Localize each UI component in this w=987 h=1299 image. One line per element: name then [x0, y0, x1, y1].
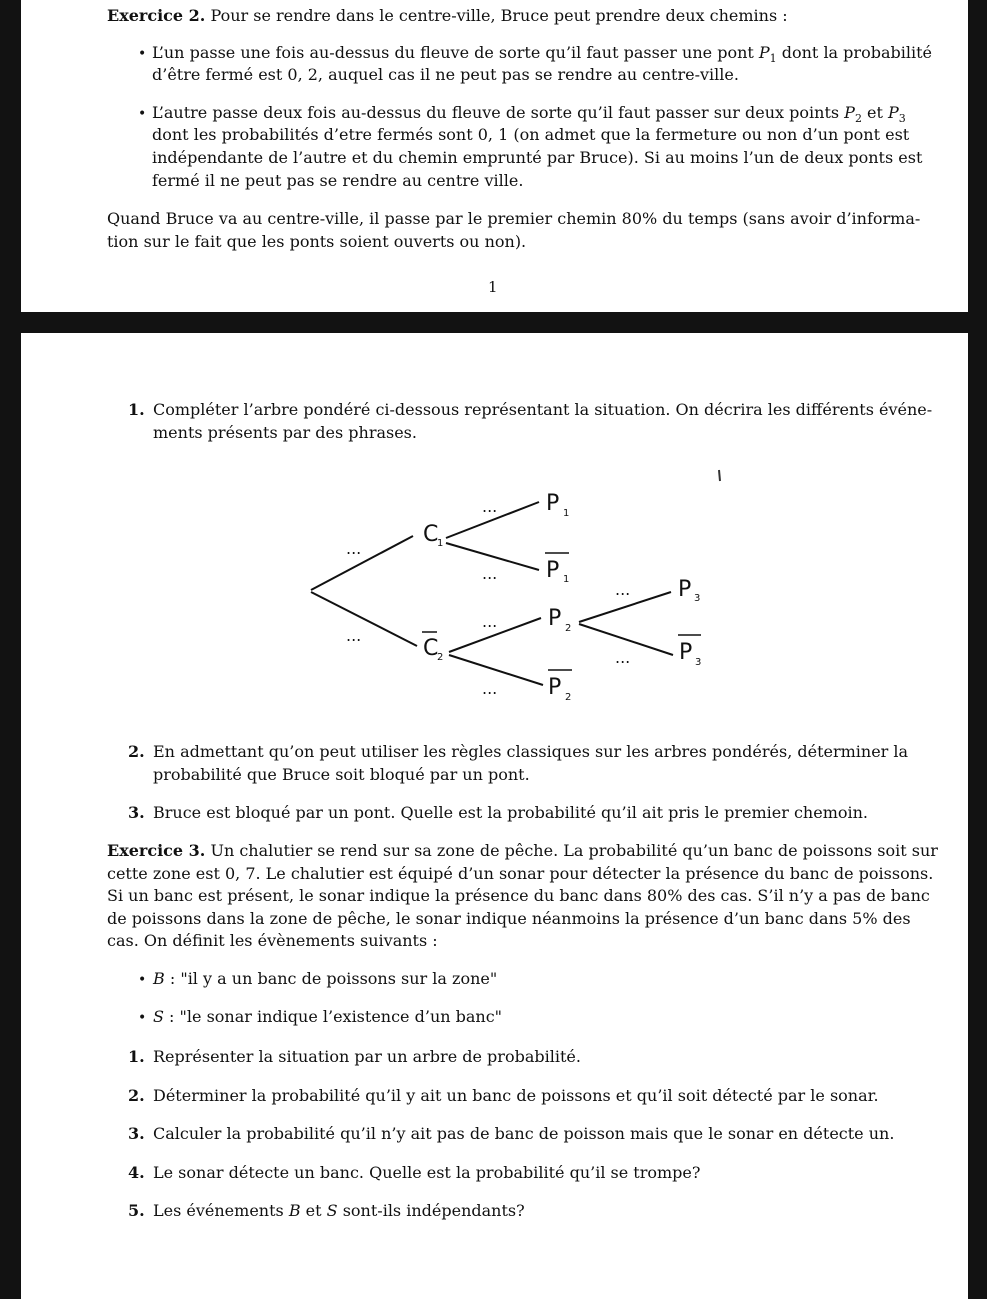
- node-p3bar-sub: 3: [695, 657, 702, 668]
- node-p2-sub: 2: [565, 623, 572, 634]
- ex3-question-4-number: 4.: [128, 1163, 145, 1182]
- node-c2bar: C: [423, 636, 439, 661]
- weight-p2-p3bar: ...: [615, 648, 631, 667]
- ex3-question-3: Calculer la probabilité qu’il n’y ait pas de banc de poisson mais que le sonar en détecte un.: [153, 1124, 895, 1143]
- exercise-3-text-1: Un chalutier se rend sur sa zone de pêche. La probabilité qu’un banc de poissons soit sur: [210, 841, 938, 860]
- ex3-question-2-number: 2.: [128, 1086, 145, 1105]
- question-2-line-2: probabilité que Bruce soit bloqué par un pont.: [153, 765, 530, 784]
- event-b-symbol: B: [153, 969, 165, 988]
- bullet-1-text-b: dont la probabilité: [776, 43, 932, 62]
- left-dark-border: [0, 0, 21, 1299]
- stray-mark: [719, 470, 720, 481]
- bullet-1-text-a: L’un passe une fois au-dessus du fleuve de sorte qu’il faut passer une pont: [152, 43, 759, 62]
- node-p3-sub: 3: [694, 593, 701, 604]
- q5-text-e: sont-ils indépendants?: [337, 1201, 525, 1220]
- ex3-question-2: Déterminer la probabilité qu’il y ait un banc de poissons et qu’il soit détecté par le sonar.: [153, 1086, 879, 1105]
- page-number: 1: [488, 278, 498, 296]
- q5-symbol-s: S: [326, 1201, 338, 1220]
- exercise-3-line-4: de poissons dans la zone de pêche, le sonar indique néanmoins la présence d’un banc dans 5% des: [107, 909, 911, 928]
- math-sub-2: 2: [854, 112, 862, 126]
- node-p2: P: [548, 606, 562, 631]
- node-p1: P: [546, 491, 560, 516]
- question-2-number: 2.: [128, 742, 145, 761]
- bullet-2-line-2: dont les probabilités d’etre fermés sont 0, 1 (on admet que la fermeture ou non d’un pont est: [152, 125, 910, 144]
- weight-c1-p1bar: ...: [482, 564, 498, 583]
- paragraph-line-1: Quand Bruce va au centre-ville, il passe par le premier chemin 80% du temps (sans avoir d’informa-: [107, 209, 921, 228]
- question-2-line-1: En admettant qu’on peut utiliser les règles classiques sur les arbres pondérés, déterminer la: [153, 742, 909, 761]
- exercise-3-title: Exercice 3.: [107, 841, 206, 860]
- weight-root-c2: ...: [346, 626, 362, 645]
- ex3-question-5-number: 5.: [128, 1201, 145, 1220]
- page-1: [21, 0, 968, 312]
- question-1-number: 1.: [128, 400, 145, 419]
- node-p1-sub: 1: [563, 508, 570, 519]
- question-3-line-1: Bruce est bloqué par un pont. Quelle est la probabilité qu’il ait pris le premier chemoin.: [153, 803, 869, 822]
- weight-c2-p2bar: ...: [482, 679, 498, 698]
- paragraph-line-2: tion sur le fait que les ponts soient ouverts ou non).: [107, 232, 527, 251]
- bullet-2-text-b: et: [861, 103, 889, 122]
- node-c2bar-sub: 2: [437, 652, 444, 663]
- branch-root-c2: [311, 592, 417, 646]
- node-p3: P: [678, 577, 692, 602]
- node-p3bar: P: [679, 640, 693, 665]
- page-separator: [0, 312, 987, 333]
- bullet-2-line-4: fermé il ne peut pas se rendre au centre ville.: [152, 171, 524, 190]
- bullet-2: •: [138, 106, 147, 122]
- ex3-question-1-number: 1.: [128, 1047, 145, 1066]
- exercise-2-heading: [107, 5, 788, 28]
- q5-symbol-b: B: [288, 1201, 301, 1220]
- node-c1: C: [423, 522, 439, 547]
- math-P: P: [888, 103, 899, 122]
- q5-text-c: et: [300, 1201, 327, 1220]
- question-1-line-1: Compléter l’arbre pondéré ci-dessous représentant la situation. On décrira les différents événe-: [153, 400, 933, 419]
- event-s: [153, 1006, 502, 1029]
- right-dark-border: [968, 0, 987, 1299]
- node-p2bar-sub: 2: [565, 692, 572, 703]
- math-sub-1: 1: [769, 52, 777, 66]
- exercise-2-intro: Pour se rendre dans le centre-ville, Bruce peut prendre deux chemins :: [210, 6, 788, 25]
- question-3-number: 3.: [128, 803, 145, 822]
- math-P: P: [844, 103, 855, 122]
- math-P: P: [758, 43, 770, 62]
- page-2: [21, 333, 968, 1299]
- node-p1bar-sub: 1: [563, 574, 570, 585]
- event-s-symbol: S: [153, 1007, 164, 1026]
- branch-root-c1: [311, 536, 413, 590]
- bullet-2-text-a: L’autre passe deux fois au-dessus du fleuve de sorte qu’il faut passer sur deux points: [152, 103, 845, 122]
- bullet-1-line-2: d’être fermé est 0, 2, auquel cas il ne peut pas se rendre au centre-ville.: [152, 65, 739, 84]
- weight-root-c1: ...: [346, 539, 362, 558]
- node-p1bar: P: [546, 558, 560, 583]
- question-1-line-2: ments présents par des phrases.: [153, 423, 417, 442]
- exercise-3-line-2: cette zone est 0, 7. Le chalutier est équipé d’un sonar pour détecter la présence du banc de poissons.: [107, 864, 934, 883]
- math-sub-3: 3: [898, 112, 906, 126]
- ex3-question-4: Le sonar détecte un banc. Quelle est la probabilité qu’il se trompe?: [153, 1163, 701, 1182]
- ex3-question-3-number: 3.: [128, 1124, 145, 1143]
- exercise-3-line-1: [107, 840, 938, 863]
- probability-tree: [21, 333, 968, 733]
- weight-p2-p3: ...: [615, 580, 631, 599]
- exercise-2-title: Exercice 2.: [107, 6, 206, 25]
- node-p2bar: P: [548, 675, 562, 700]
- ex3-question-1: Représenter la situation par un arbre de probabilité.: [153, 1047, 581, 1066]
- exercise-3-line-5: cas. On définit les évènements suivants :: [107, 931, 438, 950]
- event-b-text: : "il y a un banc de poissons sur la zone": [164, 969, 498, 988]
- weight-c1-p1: ...: [482, 497, 498, 516]
- bullet-1: •: [138, 46, 147, 62]
- event-s-text: : "le sonar indique l’existence d’un banc": [163, 1007, 503, 1026]
- bullet-event-b: •: [138, 972, 147, 988]
- node-c1-sub: 1: [437, 538, 444, 549]
- weight-c2-p2: ...: [482, 612, 498, 631]
- bullet-event-s: •: [138, 1010, 147, 1026]
- bullet-2-line-3: indépendante de l’autre et du chemin emprunté par Bruce). Si au moins l’un de deux ponts est: [152, 148, 923, 167]
- exercise-3-line-3: Si un banc est présent, le sonar indique la présence du banc dans 80% des cas. S’il n’y a pas de banc: [107, 886, 930, 905]
- event-b: [153, 968, 497, 991]
- q5-text-a: Les événements: [153, 1201, 289, 1220]
- ex3-question-5: [153, 1200, 525, 1223]
